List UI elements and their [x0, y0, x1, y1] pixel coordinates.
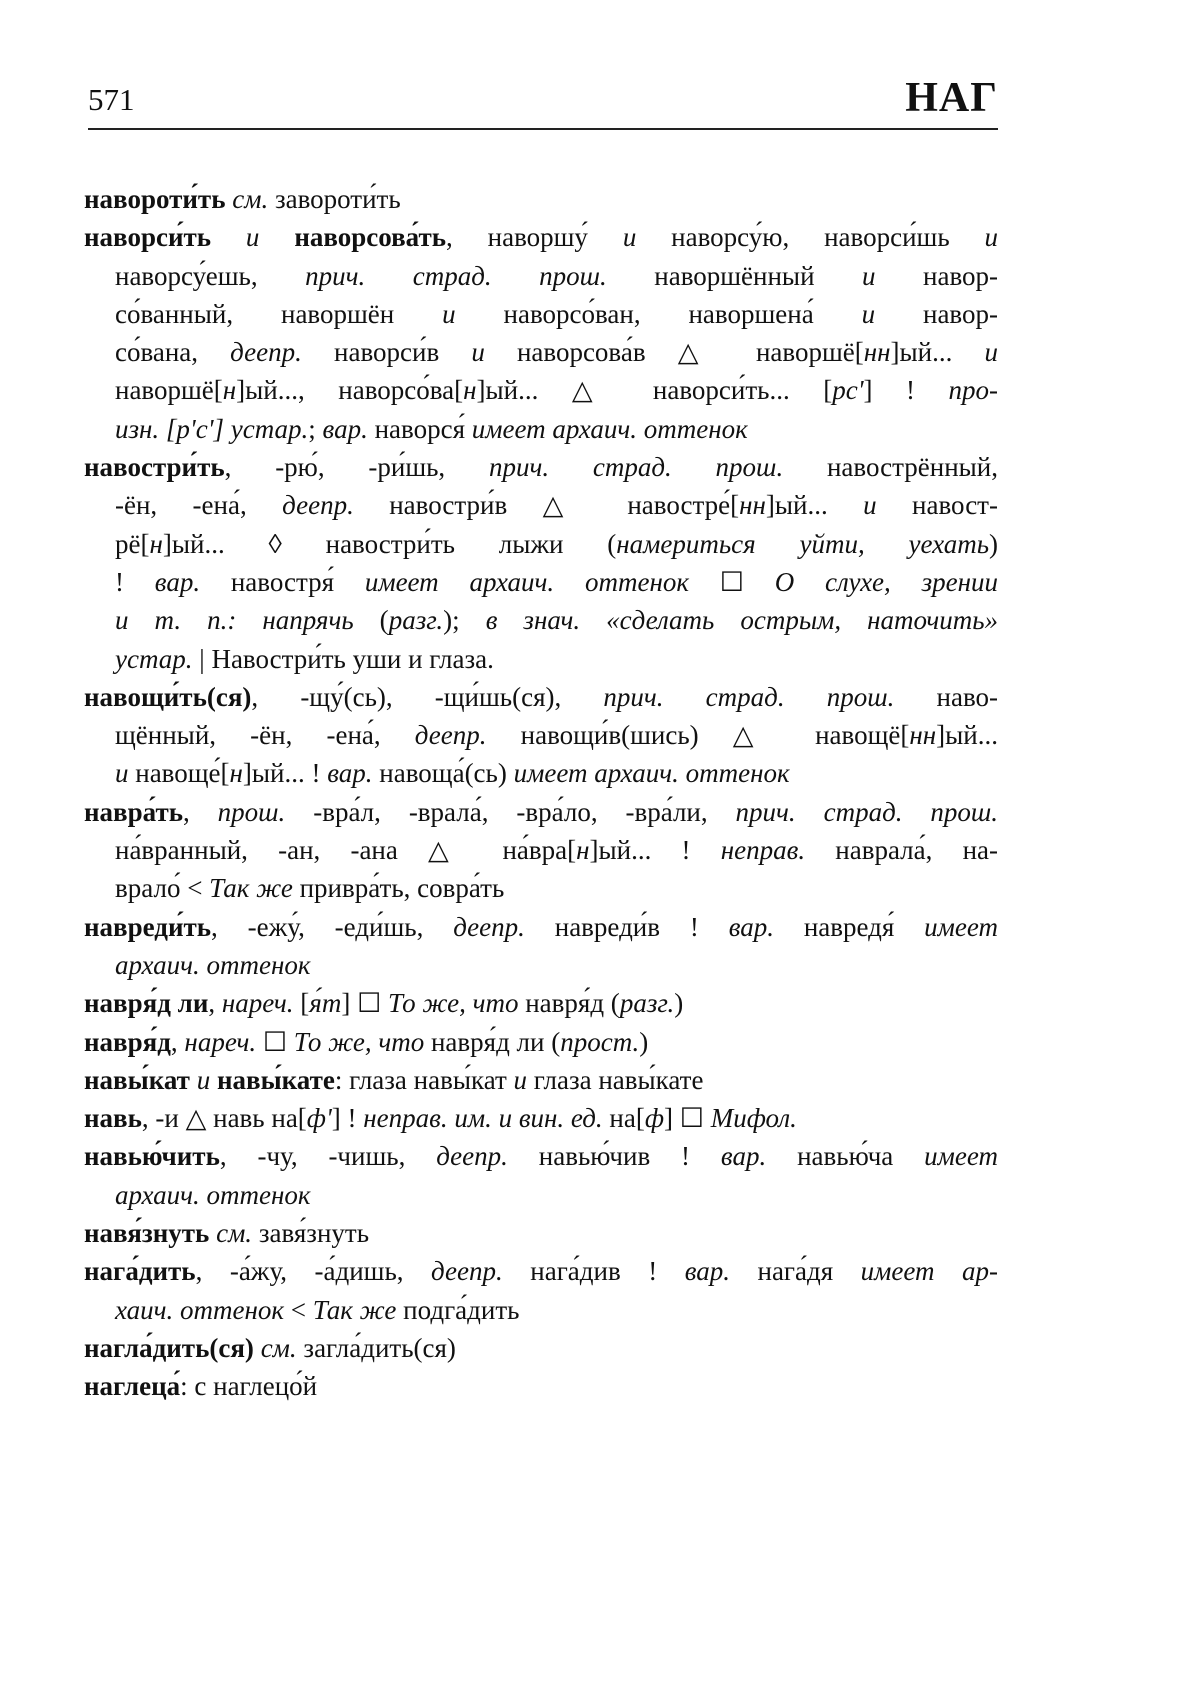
grammar-label: вар.	[728, 911, 774, 942]
grammar-label: вар.	[327, 758, 373, 789]
entry-line	[84, 1137, 998, 1175]
entry-text: ]ый...	[765, 490, 864, 521]
headword: нага́дить	[84, 1256, 196, 1287]
grammar-label: см.	[253, 1332, 297, 1363]
entry-text: , -ежу́, -еди́шь,	[211, 911, 454, 942]
entry-text: навоща́(сь)	[372, 758, 514, 789]
running-head: НАГ	[905, 75, 998, 121]
entry-text: ;	[308, 413, 323, 444]
entry-line	[84, 1023, 998, 1061]
dictionary-entry	[84, 908, 998, 985]
entry-text: нага́дя	[730, 1256, 861, 1287]
grammar-label: прич. страд. прош.	[603, 681, 895, 712]
entry-text: навостри́в △ навостре́[	[353, 490, 740, 521]
grammar-label: нн	[909, 720, 937, 751]
page-header	[88, 75, 998, 130]
dictionary-entry	[84, 984, 998, 1022]
entry-line	[84, 295, 998, 333]
grammar-label: н	[222, 375, 237, 406]
entry-text: навря́д ли (	[424, 1026, 561, 1057]
headword: навь	[84, 1103, 142, 1134]
grammar-label: Мифол.	[710, 1103, 797, 1134]
entry-text: , наворшу́	[446, 222, 623, 253]
entry-text: наворсо́ван, наворшена́	[455, 298, 862, 329]
headword: навя́знуть	[84, 1218, 210, 1249]
grammar-label: вар.	[154, 566, 201, 597]
grammar-label: и	[211, 222, 295, 253]
entry-text: ]ый... ◊ навостри́ть лыжи (	[162, 528, 617, 559]
dictionary-entry	[84, 218, 998, 448]
grammar-label: неправ.	[720, 835, 806, 866]
entry-line	[84, 716, 998, 754]
entry-text: ]ый...	[936, 720, 998, 751]
grammar-label: фʹ	[306, 1103, 332, 1134]
entry-text: привра́ть, совра́ть	[292, 873, 505, 904]
headword: наворси́ть	[84, 222, 212, 253]
entry-line	[84, 754, 998, 792]
dictionary-entry	[84, 180, 998, 218]
grammar-label: прош.	[217, 796, 286, 827]
grammar-label: имеет ар-	[860, 1256, 998, 1287]
headword: навря́д ли	[84, 988, 209, 1019]
grammar-label: и	[984, 222, 998, 253]
entry-text: ] ☐	[341, 988, 389, 1019]
headword: навороти́ть	[84, 184, 226, 214]
entry-text: наворшё[	[115, 375, 223, 406]
entry-text: , -а́жу, -а́дишь,	[195, 1256, 432, 1287]
grammar-label: нн	[739, 490, 766, 521]
grammar-label: и	[115, 758, 129, 789]
entry-text: щённый, -ён, -ена́,	[115, 720, 415, 751]
grammar-label: деепр.	[414, 720, 487, 751]
entry-text: навоще́[	[128, 758, 230, 789]
entry-line	[84, 1367, 998, 1405]
dictionary-entry	[84, 678, 998, 793]
entry-text: загла́дить(ся)	[296, 1332, 456, 1363]
entry-line	[84, 946, 998, 984]
grammar-label: вар.	[684, 1256, 730, 1287]
headword: наворсова́ть	[294, 222, 447, 253]
grammar-label: и	[863, 490, 877, 521]
grammar-label: имеет архаич. оттенок	[471, 413, 748, 444]
entry-text: навреди́в !	[524, 911, 729, 942]
grammar-label: и	[189, 1064, 217, 1095]
grammar-label: ф	[644, 1103, 665, 1134]
headword: навостри́ть	[84, 452, 225, 483]
headword: навра́ть	[84, 796, 183, 827]
entry-text: наворсу́ю, наворси́шь	[636, 222, 985, 253]
dictionary-entry	[84, 1214, 998, 1252]
entry-line	[84, 601, 998, 639]
entry-text: ☐	[256, 1026, 294, 1057]
grammar-label: Так же	[209, 873, 293, 904]
grammar-label: деепр.	[282, 490, 354, 521]
dictionary-entries	[84, 180, 998, 1406]
entry-text: завороти́ть	[268, 184, 401, 214]
entry-line	[84, 448, 998, 486]
entry-line	[84, 908, 998, 946]
grammar-label: прич. страд. прош.	[735, 796, 998, 827]
grammar-label: архаич. оттенок	[115, 1179, 311, 1210]
dictionary-entry	[84, 1329, 998, 1367]
grammar-label: Так же	[312, 1294, 397, 1325]
entry-text: навор-	[875, 260, 998, 291]
entry-text: ]ый... !	[589, 835, 721, 866]
headword: навы́кате	[216, 1064, 335, 1095]
headword: навы́кат	[84, 1064, 190, 1095]
grammar-label: н	[229, 758, 243, 789]
entry-text: наво-	[894, 681, 998, 712]
entry-text: [	[293, 988, 310, 1019]
entry-line	[84, 410, 998, 448]
entry-text: наворсу́ешь,	[115, 260, 306, 291]
grammar-label: намериться уйти, уехать	[616, 528, 989, 559]
grammar-label: в знач. «сделать острым, наточить»	[485, 605, 998, 636]
grammar-label: и	[862, 260, 876, 291]
entry-line	[84, 678, 998, 716]
entry-text: со́ванный, наворшён	[115, 298, 443, 329]
entry-line	[84, 640, 998, 678]
entry-line	[84, 563, 998, 601]
entry-text: !	[115, 566, 155, 597]
grammar-label: деепр.	[230, 337, 302, 368]
grammar-label: архаич. оттенок	[115, 949, 311, 980]
entry-text: рё[	[115, 528, 150, 559]
entry-text: (	[353, 605, 389, 636]
dictionary-entry	[84, 1023, 998, 1061]
grammar-label: имеет архаич. оттенок	[364, 566, 689, 597]
dictionary-entry	[84, 1099, 998, 1137]
headword: навреди́ть	[84, 911, 212, 942]
grammar-label: и	[622, 222, 637, 253]
entry-text: навью́ча	[766, 1141, 925, 1172]
entry-text: ,	[208, 988, 222, 1019]
entry-text: , -чу, -чишь,	[219, 1141, 437, 1172]
grammar-label: см.	[225, 184, 269, 214]
dictionary-entry	[84, 1367, 998, 1405]
grammar-label: имеет архаич. оттенок	[513, 758, 790, 789]
entry-text: , -рю́, -ри́шь,	[224, 452, 489, 483]
entry-line	[84, 1291, 998, 1329]
entry-line	[84, 486, 998, 524]
grammar-label: прост.	[560, 1026, 640, 1057]
entry-text: наворсова́в △ наворшё[	[484, 337, 864, 368]
entry-line	[84, 1329, 998, 1367]
grammar-label: хаич. оттенок	[115, 1294, 285, 1325]
entry-text: : глаза навы́кат	[334, 1064, 514, 1095]
entry-text: на[	[602, 1103, 645, 1134]
grammar-label: деепр.	[453, 911, 525, 942]
entry-text: -вра́л, -врала́, -вра́ло, -вра́ли,	[285, 796, 736, 827]
headword: навью́чить	[84, 1141, 220, 1172]
page-number: 571	[88, 82, 135, 117]
grammar-label: и	[471, 337, 485, 368]
entry-text: ]ый..., наворсо́ва[	[236, 375, 464, 406]
grammar-label: прич. страд. прош.	[488, 452, 784, 483]
entry-line	[84, 984, 998, 1022]
entry-text: ] ☐	[664, 1103, 711, 1134]
entry-text: ] !	[331, 1103, 364, 1134]
entry-text: навострённый,	[783, 452, 998, 483]
entry-text: на́вранный, -ан, -ана △ на́вра[	[115, 835, 577, 866]
grammar-label: разг.	[388, 605, 444, 636]
entry-line	[84, 333, 998, 371]
entry-text: -ён, -ена́,	[115, 490, 283, 521]
entry-text: , -и △ навь на[	[141, 1103, 307, 1134]
entry-line	[84, 218, 998, 256]
entry-text: подга́дить	[396, 1294, 520, 1325]
entry-text: наворси́в	[301, 337, 472, 368]
grammar-label: я́т	[309, 988, 342, 1019]
entry-text: );	[443, 605, 486, 636]
entry-text: )	[674, 988, 684, 1019]
grammar-label: вар.	[322, 413, 368, 444]
grammar-label: и	[861, 298, 876, 329]
entry-text: навредя́	[773, 911, 925, 942]
entry-line	[84, 525, 998, 563]
grammar-label: н	[463, 375, 477, 406]
entry-text: наврала́, на-	[805, 835, 998, 866]
grammar-label: н	[149, 528, 163, 559]
entry-line	[84, 1214, 998, 1252]
grammar-label: То же, что	[293, 1026, 425, 1057]
entry-text: ]ый... !	[242, 758, 328, 789]
entry-text: навью́чив !	[507, 1141, 721, 1172]
dictionary-entry	[84, 1252, 998, 1329]
entry-text: ,	[183, 796, 218, 827]
grammar-label: и	[442, 298, 456, 329]
entry-text: нага́див !	[502, 1256, 685, 1287]
headword: нагла́дить(ся)	[84, 1332, 254, 1363]
entry-line	[84, 1061, 998, 1099]
entry-text: )	[639, 1026, 649, 1057]
grammar-label: неправ. им. и вин. ед.	[363, 1103, 603, 1134]
grammar-label: деепр.	[436, 1141, 508, 1172]
grammar-label: изн. [рʹсʹ] устар.	[115, 413, 309, 444]
grammar-label: устар.	[115, 643, 193, 674]
grammar-label: нн	[863, 337, 891, 368]
entry-text: наворся́	[367, 413, 472, 444]
entry-text: | Навостри́ть уши и глаза.	[192, 643, 494, 674]
entry-line	[84, 1176, 998, 1214]
entry-text: врало́ <	[115, 873, 210, 904]
entry-text: навост-	[876, 490, 998, 521]
grammar-label: имеет	[924, 911, 998, 942]
entry-text: завя́знуть	[252, 1218, 370, 1249]
grammar-label: имеет	[924, 1141, 998, 1172]
entry-text: наворшённый	[606, 260, 863, 291]
entry-text: навостря́	[200, 566, 365, 597]
entry-text: ,	[170, 1026, 185, 1057]
entry-line	[84, 180, 998, 218]
grammar-label: вар.	[720, 1141, 767, 1172]
grammar-label: нареч.	[184, 1026, 257, 1057]
entry-text: навря́д (	[518, 988, 620, 1019]
entry-line	[84, 1252, 998, 1290]
grammar-label: То же, что	[388, 988, 519, 1019]
grammar-label: и	[984, 337, 998, 368]
grammar-label: н	[576, 835, 590, 866]
entry-text: ☐	[688, 566, 775, 597]
entry-text: <	[284, 1294, 313, 1325]
grammar-label: про-	[948, 375, 998, 406]
entry-line	[84, 371, 998, 409]
entry-line	[84, 257, 998, 295]
dictionary-entry	[84, 1137, 998, 1214]
grammar-label: разг.	[619, 988, 675, 1019]
dictionary-entry	[84, 1061, 998, 1099]
entry-text: ]ый...	[890, 337, 985, 368]
headword: наглеца́	[84, 1371, 181, 1402]
entry-text: глаза навы́кате	[527, 1064, 704, 1095]
grammar-label: рсʹ	[832, 375, 864, 406]
dictionary-entry	[84, 793, 998, 908]
entry-text: ] !	[863, 375, 949, 406]
grammar-label: прич. страд. прош.	[305, 260, 607, 291]
grammar-label: см.	[209, 1218, 253, 1249]
dictionary-entry	[84, 448, 998, 678]
entry-text: ]ый... △ наворси́ть... [	[476, 375, 833, 406]
entry-text: навор-	[875, 298, 998, 329]
grammar-label: О слухе, зрении	[774, 566, 998, 597]
grammar-label: деепр.	[431, 1256, 503, 1287]
entry-line	[84, 1099, 998, 1137]
entry-text: )	[989, 528, 998, 559]
entry-text: : с наглецо́й	[180, 1371, 318, 1402]
entry-line	[84, 831, 998, 869]
grammar-label: и т. п.: напрячь	[115, 605, 354, 636]
entry-text: навощи́в(шись) △ навощё[	[486, 720, 910, 751]
entry-line	[84, 793, 998, 831]
headword: навощи́ть(ся)	[84, 681, 252, 712]
headword: навря́д	[84, 1026, 171, 1057]
grammar-label: нареч.	[221, 988, 294, 1019]
entry-line	[84, 869, 998, 907]
entry-text: со́вана,	[115, 337, 231, 368]
grammar-label: и	[513, 1064, 528, 1095]
entry-text: , -щу́(сь), -щи́шь(ся),	[251, 681, 604, 712]
